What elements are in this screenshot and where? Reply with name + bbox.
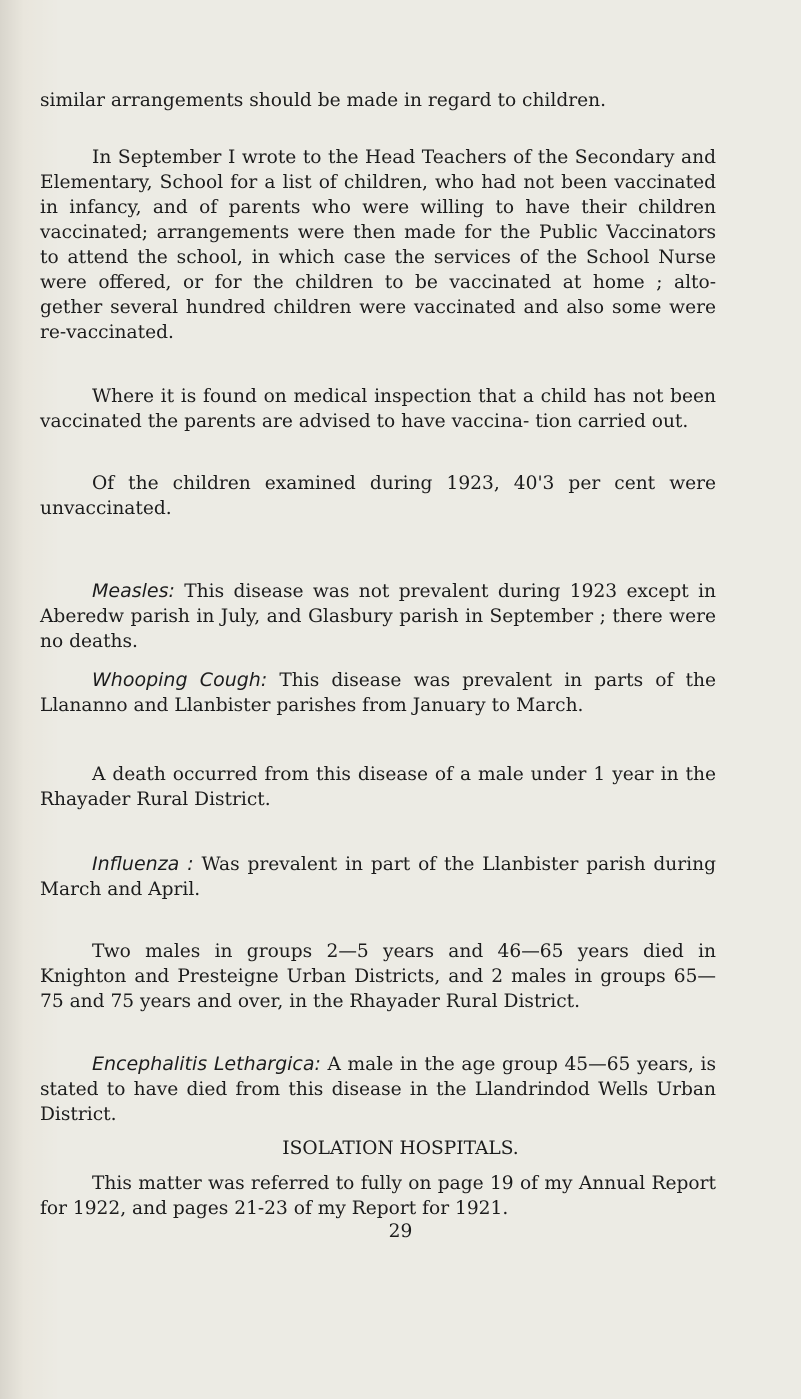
measles-heading: Measles: <box>92 580 175 602</box>
influenza-body: Was prevalent in part of the Llanbister parish during March and April. <box>40 854 716 900</box>
paragraph-unvaccinated-percent: Of the children examined during 1923, 40'3 per cent were unvaccinated. <box>40 473 716 519</box>
whooping-cough-heading: Whooping Cough: <box>92 669 268 691</box>
paragraph-medical-inspection: Where it is found on medical inspection that a child has not been vaccinated the parents are advised to have vaccina- tion carried out. <box>40 386 716 432</box>
measles-body: This disease was not prevalent during 1923 except in Aberedw parish in July, and Glasbury parish in September ; there were no deaths. <box>40 581 716 652</box>
paragraph-measles <box>40 579 716 654</box>
paragraph-whooping-cough-death: A death occurred from this disease of a male under 1 year in the Rhayader Rural District. <box>40 764 716 810</box>
paragraph-vaccination-schools: In September I wrote to the Head Teachers of the Secondary and Elementary, School for a list of children, who had not been vaccinated in infancy, and of parents who were willing to have their children vaccinated; arrangements were then made for the Public Vaccinators to attend the school, in which case the services of the School Nurse were offered, or for the children to be vaccinated at home ; alto- gether several hundred children were vaccinated and also some were re-vaccinated. <box>40 147 716 343</box>
encephalitis-heading: Encephalitis Lethargica: <box>92 1053 321 1075</box>
paragraph-continuation: similar arrangements should be made in regard to children. <box>40 90 607 111</box>
influenza-heading: Influenza : <box>92 853 194 875</box>
paragraph-influenza <box>40 852 716 902</box>
paragraph-isolation-hospitals: This matter was referred to fully on page 19 of my Annual Report for 1922, and pages 21-23 of my Report for 1921. <box>40 1173 716 1219</box>
section-title-isolation-hospitals: ISOLATION HOSPITALS. <box>282 1138 519 1159</box>
paragraph-whooping-cough <box>40 668 716 718</box>
paragraph-encephalitis <box>40 1052 716 1127</box>
whooping-cough-body: This disease was prevalent in parts of the Llananno and Llanbister parishes from January to March. <box>40 670 716 716</box>
encephalitis-body: A male in the age group 45—65 years, is stated to have died from this disease in the Llandrindod Wells Urban District. <box>40 1054 716 1125</box>
paragraph-influenza-deaths: Two males in groups 2—5 years and 46—65 years died in Knighton and Presteigne Urban Districts, and 2 males in groups 65—75 and 75 years and over, in the Rhayader Rural District. <box>40 941 716 1012</box>
page-number: 29 <box>388 1221 413 1242</box>
